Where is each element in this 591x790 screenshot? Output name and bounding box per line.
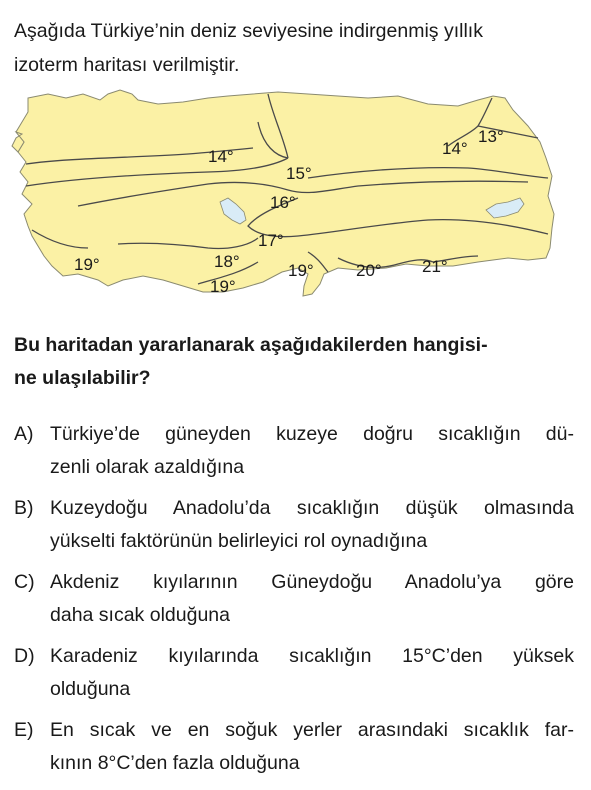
option-b[interactable] (14, 492, 574, 566)
option-line-2: daha sıcak olduğuna (50, 604, 230, 626)
label-17: 17° (258, 231, 284, 250)
option-text (50, 566, 574, 632)
intro-text (14, 14, 574, 82)
option-text (50, 714, 574, 780)
question-text (14, 329, 574, 395)
option-line-2: yükselti faktörünün belirleyici rol oynadığına (50, 530, 428, 552)
label-13: 13° (478, 127, 504, 146)
option-text (50, 492, 574, 558)
answer-options (14, 418, 574, 788)
intro-line-2: izoterm haritası verilmiştir. (14, 54, 240, 76)
label-19-east: 19° (288, 261, 314, 280)
isotherm-map (8, 86, 558, 306)
option-line-1: En sıcak ve en soğuk yerler arasındaki sıcaklık far- (50, 719, 574, 741)
option-text (50, 418, 574, 484)
option-text (50, 640, 574, 706)
label-14: 14° (208, 147, 234, 166)
option-line-2: olduğuna (50, 678, 131, 700)
option-letter: A) (14, 423, 34, 445)
option-line-1: Akdeniz kıyılarının Güneydoğu Anadolu’ya göre (50, 571, 574, 593)
option-d[interactable] (14, 640, 574, 714)
turkey-map-svg (8, 86, 558, 306)
option-line-2: kının 8°C’den fazla olduğuna (50, 752, 300, 774)
label-21: 21° (422, 257, 448, 276)
label-20: 20° (356, 261, 382, 280)
label-19-west: 19° (74, 255, 100, 274)
question-line-2: ne ulaşılabilir? (14, 367, 151, 389)
label-14-east: 14° (442, 139, 468, 158)
label-15: 15° (286, 164, 312, 183)
question-line-1: Bu haritadan yararlanarak aşağıdakilerden hangisi- (14, 334, 488, 356)
option-letter: D) (14, 645, 35, 667)
option-c[interactable] (14, 566, 574, 640)
intro-line-1: Aşağıda Türkiye’nin deniz seviyesine indirgenmiş yıllık (14, 20, 483, 42)
label-16: 16° (270, 193, 296, 212)
option-line-1: Karadeniz kıyılarında sıcaklığın 15°C’den yüksek (50, 645, 574, 667)
option-letter: E) (14, 719, 34, 741)
option-letter: C) (14, 571, 35, 593)
option-line-2: zenli olarak azaldığına (50, 456, 245, 478)
option-line-1: Kuzeydoğu Anadolu’da sıcaklığın düşük olmasında (50, 497, 574, 519)
option-e[interactable] (14, 714, 574, 788)
label-18: 18° (214, 252, 240, 271)
option-a[interactable] (14, 418, 574, 492)
label-19-south: 19° (210, 277, 236, 296)
option-line-1: Türkiye’de güneyden kuzeye doğru sıcaklığın dü- (50, 423, 574, 445)
option-letter: B) (14, 497, 34, 519)
